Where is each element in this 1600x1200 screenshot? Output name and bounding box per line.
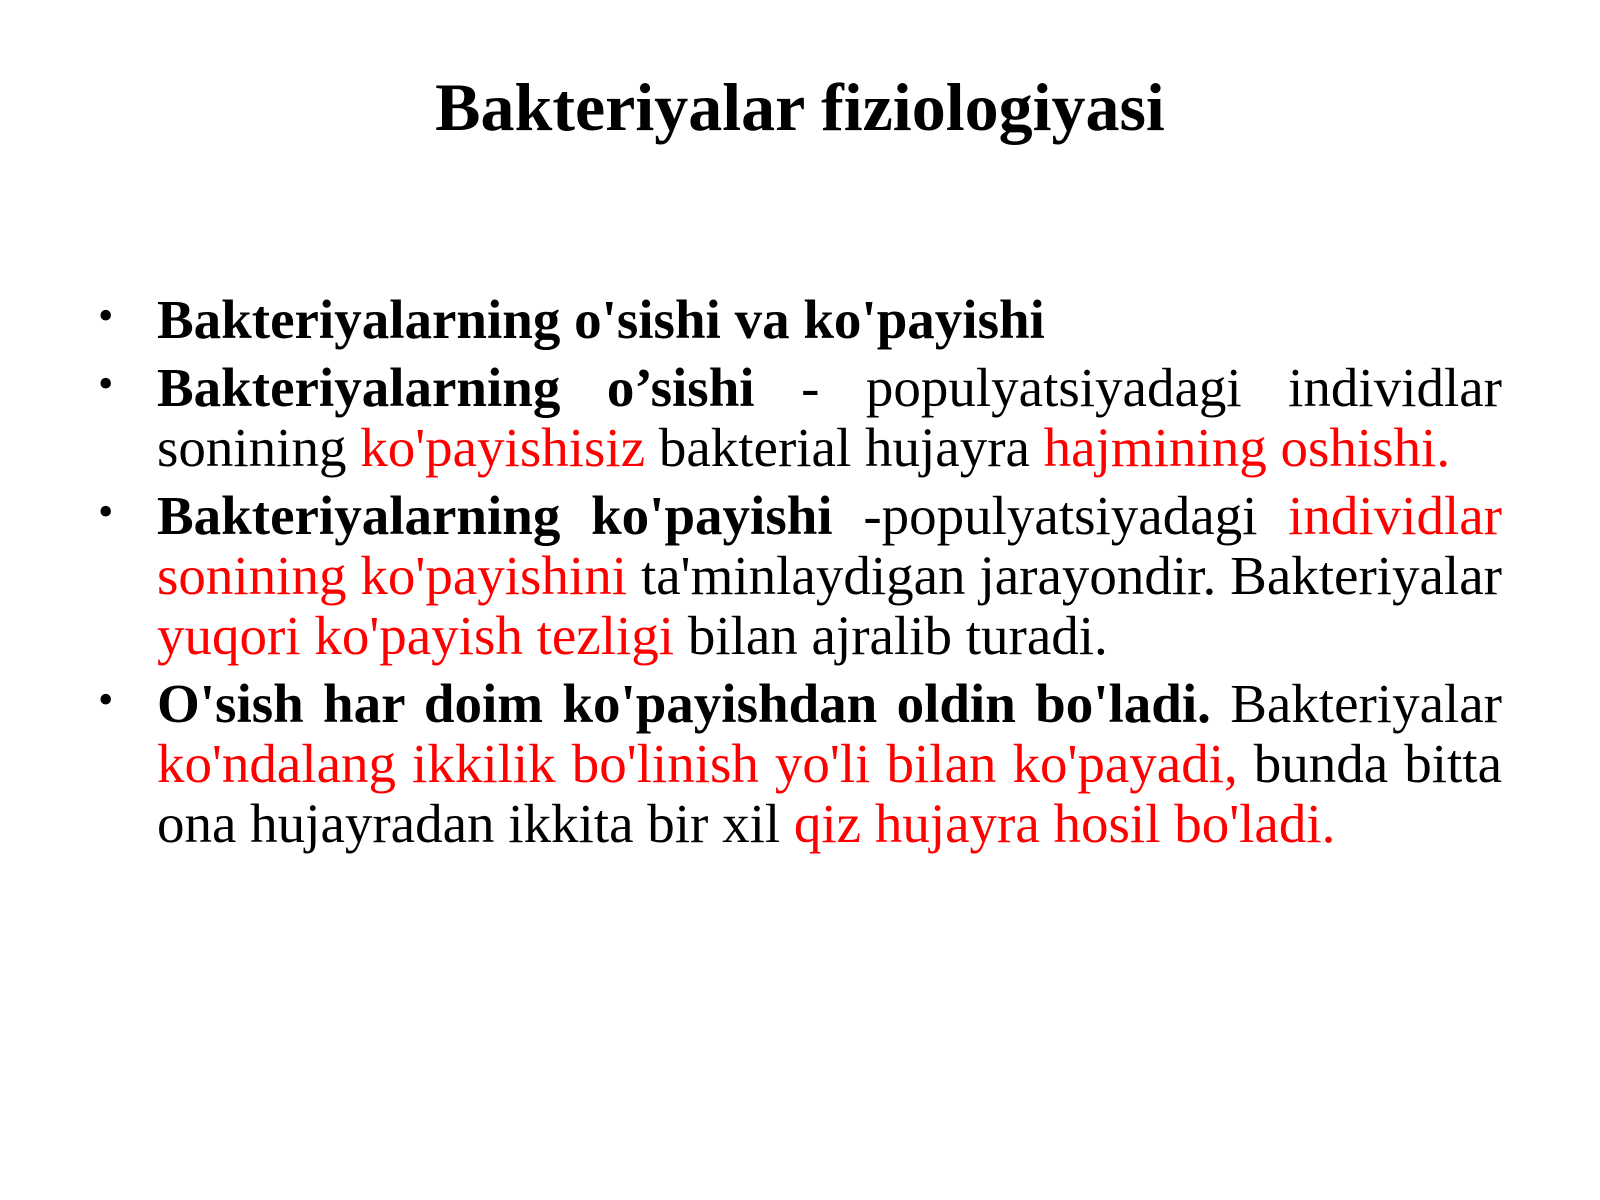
text-highlight: hajmining oshishi. [1043,417,1451,478]
bullet-icon: • [98,291,114,340]
text-normal: ta'minlaydigan jarayondir. Bakteriyalar [627,545,1502,606]
text-normal: - populyatsiyadagi individlar sonining [157,357,1502,478]
text-highlight: yuqori ko'payish tezligi [157,605,675,666]
text-normal: bakterial hujayra [645,417,1044,478]
text-highlight: qiz hujayra hosil bo'ladi. [793,793,1336,854]
text-normal: bunda bitta ona hujayradan ikkita bir xil [157,733,1502,854]
bullet-item-growth-definition [90,358,1502,478]
bullet-icon: • [98,675,114,724]
bullet-icon: • [98,359,114,408]
bullet-list [90,290,1502,862]
text-highlight: ko'payishisiz [360,417,646,478]
slide-title: Bakteriyalar fiziologiyasi [435,69,1165,145]
text-highlight: individlar sonining ko'payishini [157,485,1502,606]
bullet-item-growth-reproduction [90,290,1502,350]
term-bold: Bakteriyalarning o’sishi [157,357,755,418]
text-normal: bilan ajralib turadi. [674,605,1108,666]
bullet-text-bold: Bakteriyalarning o'sishi va ko'payishi [157,289,1045,350]
bullet-icon: • [98,487,114,536]
text-highlight: ko'ndalang ikkilik bo'linish yo'li bilan ko'payadi, [157,733,1238,794]
text-normal: Bakteriyalar [1210,673,1503,734]
term-bold: Bakteriyalarning ko'payishi [157,485,833,546]
bullet-item-reproduction-definition [90,486,1502,666]
term-bold: O'sish har doim ko'payishdan oldin bo'ladi. [157,673,1211,734]
text-normal: -populyatsiyadagi [832,485,1289,546]
bullet-item-binary-fission [90,674,1502,854]
